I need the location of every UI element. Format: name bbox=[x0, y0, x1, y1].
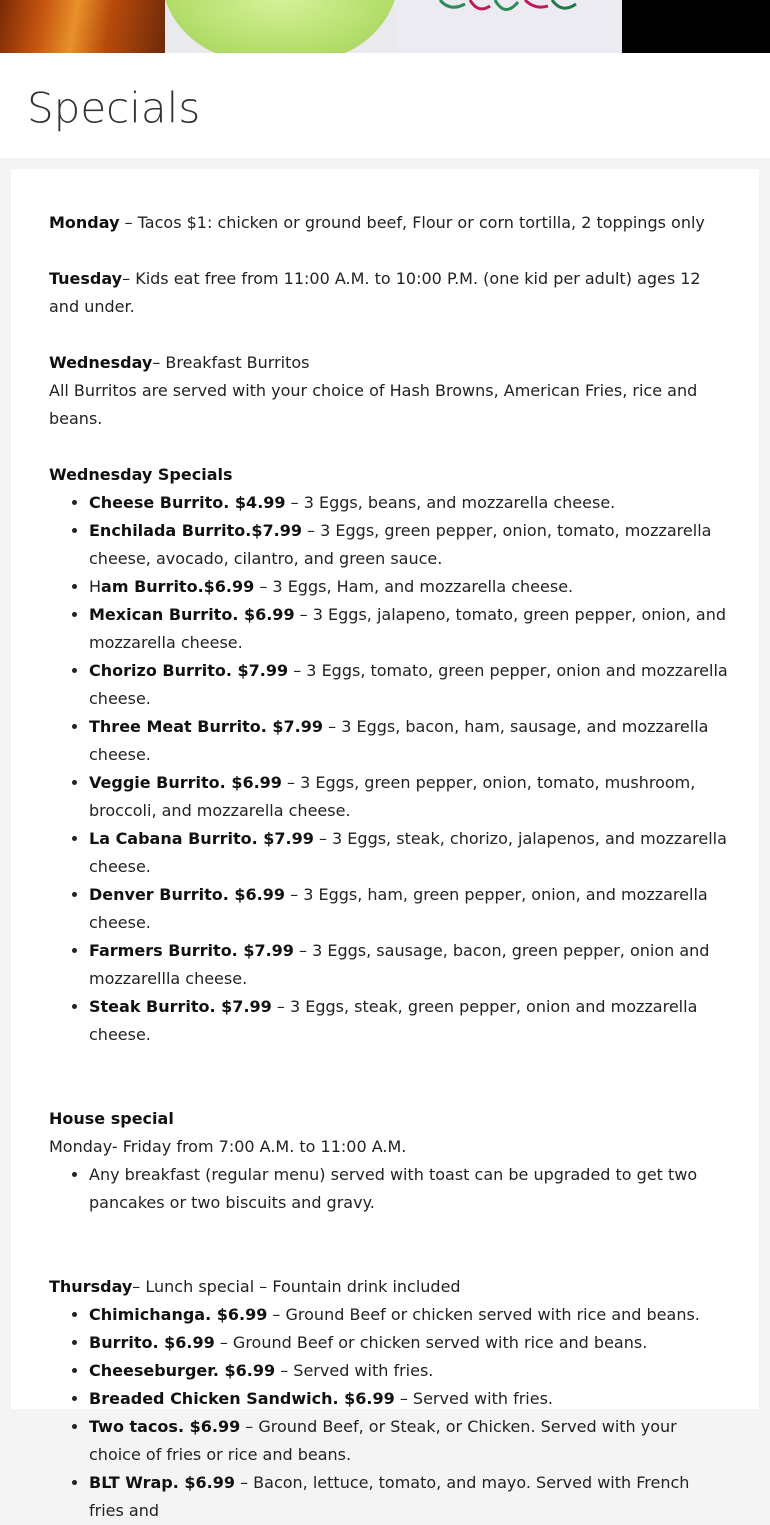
item-description: – 3 Eggs, jalapeno, tomato, green pepper, onion, and mozzarella cheese. bbox=[89, 605, 727, 652]
item-description: – 3 Eggs, tomato, green pepper, onion and mozzarella cheese. bbox=[89, 661, 728, 708]
list-item bbox=[89, 1329, 729, 1357]
item-description: – 3 Eggs, sausage, bacon, green pepper, onion and mozzarellla cheese. bbox=[89, 941, 710, 988]
list-item bbox=[89, 489, 729, 517]
list-item bbox=[89, 1469, 729, 1525]
house-special-hours: Monday- Friday from 7:00 A.M. to 11:00 A.M. bbox=[49, 1137, 407, 1156]
list-item bbox=[89, 881, 729, 937]
list-item bbox=[89, 1413, 729, 1469]
item-name: Enchilada Burrito.$7.99 bbox=[89, 521, 302, 540]
burrito-sides-note: All Burritos are served with your choice of Hash Browns, American Fries, rice and beans. bbox=[49, 381, 698, 428]
item-description: – 3 Eggs, steak, chorizo, jalapenos, and mozzarella cheese. bbox=[89, 829, 727, 876]
day-label: Thursday bbox=[49, 1277, 133, 1296]
special-description: – Lunch special – Fountain drink included bbox=[132, 1277, 461, 1296]
item-name: Veggie Burrito. $6.99 bbox=[89, 773, 282, 792]
hero-banner-image bbox=[0, 0, 770, 53]
list-item bbox=[89, 713, 729, 769]
item-description: – 3 Eggs, green pepper, onion, tomato, mozzarella cheese, avocado, cilantro, and green sauce. bbox=[89, 521, 712, 568]
monday-special bbox=[49, 209, 729, 237]
list-item bbox=[89, 657, 729, 713]
wednesday-menu-list bbox=[49, 489, 729, 1049]
item-name: Mexican Burrito. $6.99 bbox=[89, 605, 295, 624]
item-name: am Burrito.$6.99 bbox=[101, 577, 255, 596]
item-name: Breaded Chicken Sandwich. $6.99 bbox=[89, 1389, 395, 1408]
section-heading: House special bbox=[49, 1109, 174, 1128]
special-description: – Kids eat free from 11:00 A.M. to 10:00 P.M. (one kid per adult) ages 12 and under. bbox=[49, 269, 701, 316]
item-description: – Ground Beef, or Steak, or Chicken. Served with your choice of fries or rice and beans. bbox=[89, 1417, 677, 1464]
banner-dark-area bbox=[622, 0, 770, 53]
thursday-menu-list bbox=[49, 1301, 729, 1525]
item-name: La Cabana Burrito. $7.99 bbox=[89, 829, 314, 848]
day-label: Tuesday bbox=[49, 269, 123, 288]
wednesday-special bbox=[49, 349, 729, 377]
page-title: Specials bbox=[27, 83, 201, 133]
item-name: BLT Wrap. $6.99 bbox=[89, 1473, 235, 1492]
section-heading: Wednesday Specials bbox=[49, 465, 233, 484]
list-item bbox=[89, 769, 729, 825]
item-description: – 3 Eggs, bacon, ham, sausage, and mozzarella cheese. bbox=[89, 717, 709, 764]
list-item bbox=[89, 573, 729, 601]
margarita-image-area bbox=[160, 0, 400, 53]
day-label: Monday bbox=[49, 213, 120, 232]
item-name: Three Meat Burrito. $7.99 bbox=[89, 717, 324, 736]
house-special-list bbox=[49, 1161, 729, 1217]
item-name: Steak Burrito. $7.99 bbox=[89, 997, 272, 1016]
item-description: – 3 Eggs, green pepper, onion, tomato, mushroom, broccoli, and mozzarella cheese. bbox=[89, 773, 696, 820]
food-image-area bbox=[0, 0, 165, 53]
list-item bbox=[89, 517, 729, 573]
item-name: Chorizo Burrito. $7.99 bbox=[89, 661, 289, 680]
list-item bbox=[89, 1385, 729, 1413]
item-description: – Bacon, lettuce, tomato, and mayo. Served with French fries and bbox=[89, 1473, 690, 1520]
item-name: Two tacos. $6.99 bbox=[89, 1417, 241, 1436]
item-description: – 3 Eggs, Ham, and mozzarella cheese. bbox=[254, 577, 574, 596]
item-name: Cheese Burrito. $4.99 bbox=[89, 493, 286, 512]
special-description: – Breakfast Burritos bbox=[152, 353, 310, 372]
specials-article bbox=[49, 209, 729, 1525]
item-description: – Ground Beef or chicken served with rice and beans. bbox=[214, 1333, 648, 1352]
decorative-plate-pattern bbox=[430, 0, 580, 22]
list-item bbox=[89, 937, 729, 993]
item-description: – Served with fries. bbox=[275, 1361, 434, 1380]
item-description: – 3 Eggs, ham, green pepper, onion, and mozzarella cheese. bbox=[89, 885, 708, 932]
item-description: – Served with fries. bbox=[394, 1389, 554, 1408]
tuesday-special bbox=[49, 265, 729, 321]
item-name: Burrito. $6.99 bbox=[89, 1333, 215, 1352]
item-description: – 3 Eggs, steak, green pepper, onion and mozzarella cheese. bbox=[89, 997, 698, 1044]
list-item bbox=[89, 993, 729, 1049]
item-description: – 3 Eggs, beans, and mozzarella cheese. bbox=[285, 493, 616, 512]
page-header bbox=[0, 53, 770, 158]
list-item bbox=[89, 1301, 729, 1329]
item-name: Chimichanga. $6.99 bbox=[89, 1305, 268, 1324]
item-description: – Ground Beef or chicken served with rice and beans. bbox=[267, 1305, 700, 1324]
content-area bbox=[11, 169, 759, 1520]
special-description: – Tacos $1: chicken or ground beef, Flour or corn tortilla, 2 toppings only bbox=[119, 213, 705, 232]
item-name-prefix: H bbox=[89, 577, 102, 596]
thursday-special bbox=[49, 1273, 729, 1301]
list-item bbox=[89, 601, 729, 657]
item-name: Denver Burrito. $6.99 bbox=[89, 885, 286, 904]
item-name: Cheeseburger. $6.99 bbox=[89, 1361, 276, 1380]
list-item: • Any breakfast (regular menu) served with toast can be upgraded to get two pancakes or two biscuits and gravy. bbox=[89, 1161, 729, 1217]
list-item bbox=[89, 825, 729, 881]
list-item bbox=[89, 1357, 729, 1385]
item-name: Farmers Burrito. $7.99 bbox=[89, 941, 294, 960]
day-label: Wednesday bbox=[49, 353, 153, 372]
